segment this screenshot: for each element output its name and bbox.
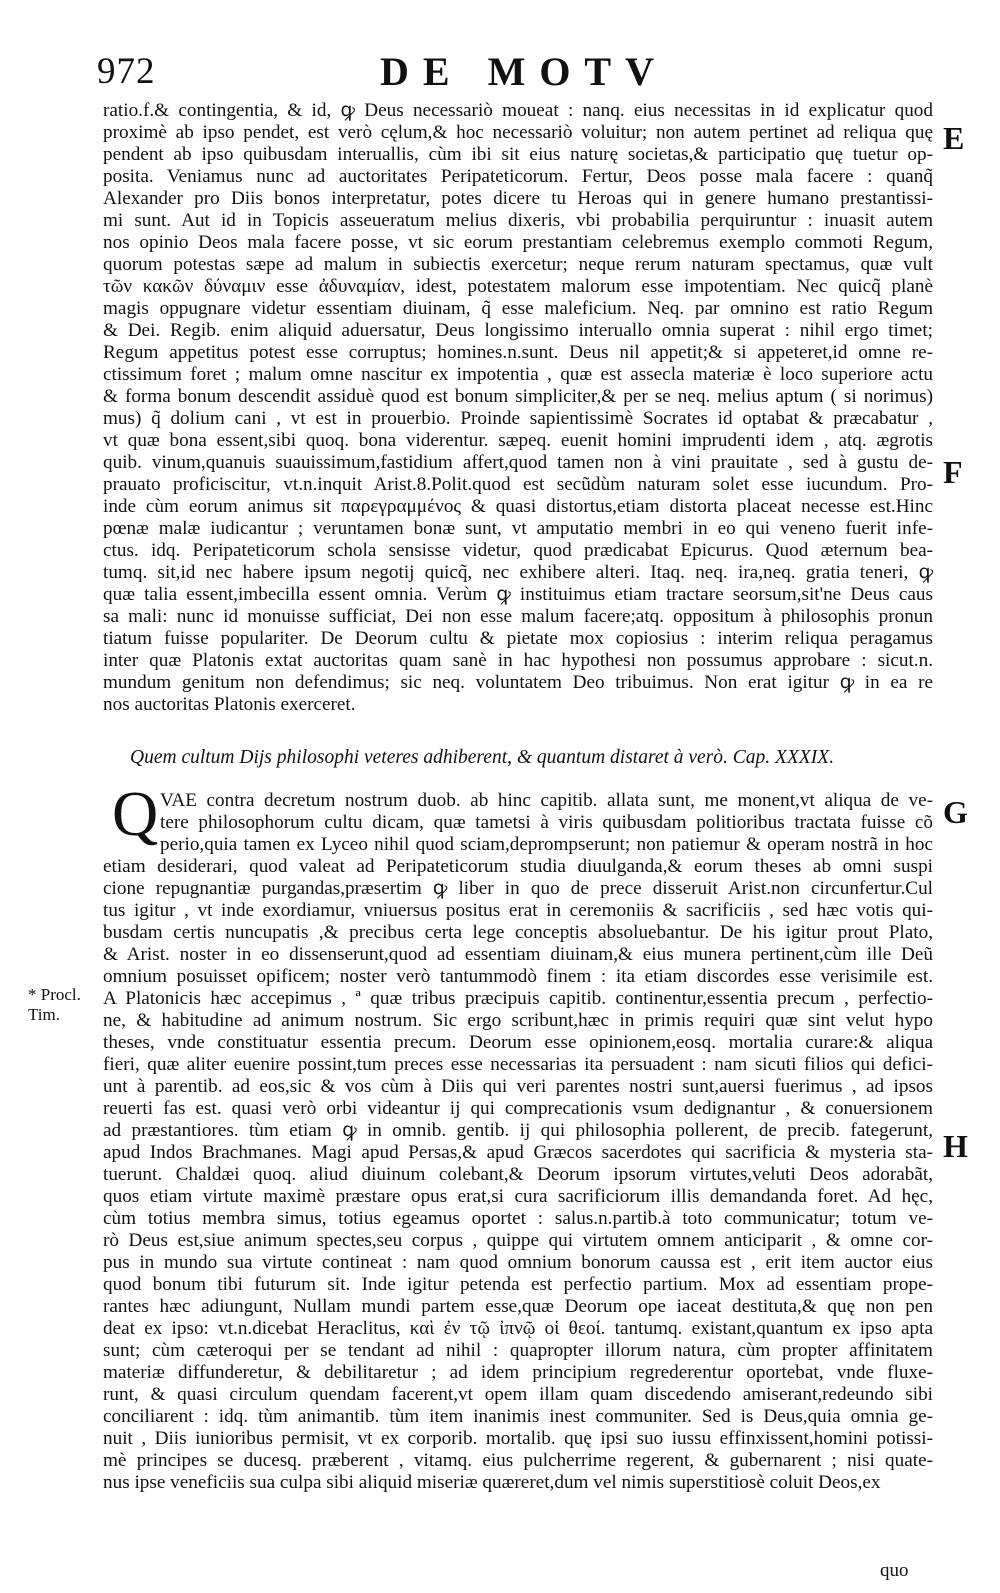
catchword: quo [880, 1560, 909, 1581]
text-line: nus ipse veneficiis sua culpa sibi aliquid miseriæ quæreret,dum vel nimis superstitiosè coluit Deos,ex [103, 1472, 881, 1493]
text-line: ctissimum foret ; malum omne nascitur ex impotentia , quæ est assecla materiæ è loco superiore actu [103, 364, 933, 385]
text-line: rantes hæc adiungunt, Nullam mundi partem esse,quæ Deorum ope iaceat destituta,& quę non pen [103, 1296, 933, 1317]
text-line: ad præstantiores. tùm etiam ꝙ in omnib. gentib. ij qui philosophia pollerent, de precib. fategerunt, [103, 1120, 933, 1141]
text-line: apud Indos Brachmanes. Magi apud Persas,& apud Græcos sacerdotes qui sacrificia & mysteria sta- [103, 1142, 933, 1163]
text-line: VAE contra decretum nostrum duob. ab hinc capitib. allata sunt, me monent,vt aliqua de ve- [160, 790, 933, 811]
text-line: conciliarent : idq. tùm animantib. tùm item inanimis inest communiter. Sed is Deus,quia omnia ge- [103, 1406, 933, 1427]
text-line: quod bonum tibi futurum sit. Inde igitur petenda est perfectio partium. Mox ad essentiam prope- [103, 1274, 933, 1295]
text-line: tumq. sit,id nec habere ipsum negotij quicq̃, nec exhibere alteri. Itaq. neq. ira,neq. gratia teneri, ꝙ [103, 562, 933, 583]
text-line: quæ talia essent,imbecilla essent omnia. Verùm ꝙ instituimus etiam tractare seorsum,sit'ne Deus caus [103, 584, 933, 605]
text-line: ctus. idq. Peripateticorum schola sensisse videtur, quod prædicabat Epicurus. Quod æternum bea- [103, 540, 933, 561]
text-line: reuerti fas est. quasi verò orbi videantur ij qui comprecationis vsum dedignantur , & conuersionem [103, 1098, 933, 1119]
text-line: inter quæ Platonis extat auctoritas quam sanè in hac hypothesi non possumus approbare : sicut.n. [103, 650, 933, 671]
text-line: materiæ diffunderetur, & debilitaretur ; ad idem principium regrederentur oportebat, vnde fluxe- [103, 1362, 933, 1383]
text-line: pus in mundo sua virtute contineat : nam quod omnium bonorum caussa est , erit item auctor eius [103, 1252, 933, 1273]
text-line: tus igitur , vt inde exordiamur, vniuersus positus erat in ceremoniis & sacrificiis , sed hæc votis qui- [103, 900, 933, 921]
text-line: pendent ab ipso quibusdam interuallis, cùm ibi sit eius naturę societas,& participatio quę tuetur op- [103, 144, 933, 165]
running-head: DE MOTV [380, 49, 668, 94]
text-line: pœnæ malæ iudicantur ; veruntamen bonæ sunt, vt amputatio membri in eo qui veneno fuerit infe- [103, 518, 933, 539]
text-line: & forma bonum descendit assiduè quod est bonum simpliciter,& per se neq. melius aptum ( si norimus) [103, 386, 933, 407]
text-line: nuit , Diis iunioribus permisit, vt ex corporib. mortalib. quę ipsi suo iussu effinxissent,homini potissi- [103, 1428, 933, 1449]
text-line: cione repugnantiæ purgandas,præsertim ꝙ liber in quo de prece disseruit Arist.non circunfertur.Cul [103, 878, 933, 899]
text-line: runt, & quasi circulum quendam facerent,vt opem illam quam discedendo amiserant,redeundo sibi [103, 1384, 933, 1405]
text-line: ne, & habitudine ad animum nostrum. Sic ergo scribunt,hæc in primis requiri quæ sint velut hypo [103, 1010, 933, 1031]
text-line: posita. Veniamus nunc ad auctoritates Peripateticorum. Fertur, Deos posse mala facere : quanq̃ [103, 166, 933, 187]
text-block-1 [103, 100, 933, 716]
text-line: quos etiam virtute maximè præstare opus erat,si cura sacrificiorum illis demandanda foret. Ad hęc, [103, 1186, 933, 1207]
text-line: omnium posuisset opificem; noster verò tantummodò finem : ita etiam discordes esse verisimile est. [103, 966, 933, 987]
text-line: quib. vinum,quanuis suauissimum,fastidium affert,quod tamen non à vini prauitate , sed à gustu de- [103, 452, 933, 473]
text-line: sa mali: nunc id monuisse sufficiat, Dei non esse malum facere;atq. oppositum à philosophis pronun [103, 606, 933, 627]
margin-letter-g: G [943, 794, 968, 830]
text-line: inde cùm eorum animus sit παρεγραμμένος & quasi distortus,etiam distorta placeat necesse est.Hinc [103, 496, 933, 517]
text-line: magis oppugnare videtur essentiam diuinam, q̃ esse maleficium. Neq. par omnino est ratio Regum [103, 298, 933, 319]
text-line: A Platonicis hæc accepimus , ª quæ tribus præcipuis capitib. continentur,essentia precum , perfectio- [103, 988, 933, 1009]
text-line: Regum appetitus potest esse corruptus; homines.n.sunt. Deus nil appetit;& si appeteret,id omne re- [103, 342, 933, 363]
text-line: & Dei. Regib. enim aliquid aduersatur, Deus longissimo interuallo omnia superat : nihil ergo timet; [103, 320, 933, 341]
margin-note: * Procl. Tim. [28, 985, 81, 1024]
text-line: unt à parentib. ad eos,sic & vos cùm à Diis qui veri parentes nostri sunt,auersi fuerimus , ad ipsos [103, 1076, 933, 1097]
text-line: prauato proficiscitur, vt.n.inquit Arist.8.Polit.quod est secũdùm naturam solet esse iucundum. Pro- [103, 474, 933, 495]
text-line: quorum potestas sæpe ad malum in subiectis exercetur; neque rerum naturam spectamus, quæ vult [103, 254, 933, 275]
text-line: proximè ab ipso pendet, est verò cęlum,& hoc necessariò voluitur; non autem pertinet ad reliqua quę [103, 122, 933, 143]
text-line: rò Deus est,siue animum spectes,seu corpus , quippe qui virtutem omnem anticiparit , & omne cor- [103, 1230, 933, 1251]
text-line: ratio.f.& contingentia, & id, ꝙ Deus necessariò moueat : nanq. eius necessitas in id explicatur quod [103, 100, 933, 121]
text-line: theses, vnde constituatur essentia precum. Deorum esse opinionem,eosq. mortalia curare:& aliqua [103, 1032, 933, 1053]
chapter-heading: Quem cultum Dijs philosophi veteres adhiberent, & quantum distaret à verò. Cap. XXXIX. [130, 747, 835, 768]
text-line: mus) q̃ dolium cani , vt est in prouerbio. Proinde sapientissimè Socrates id optabat & præcabatur , [103, 408, 933, 429]
text-line: mundum genitum non defendimus; sic neq. voluntatem Deo tribuimus. Non erat igitur ꝙ in ea re [103, 672, 933, 693]
text-line: deat ex ipso: vt.n.dicebat Heraclitus, καὶ ἐν τῷ ἰπνῷ οἱ θεοί. tantumq. existant,quantum ex ipso apta [103, 1318, 933, 1339]
text-line: τῶν κακῶν δύναμιν esse ἀδυναμίαν, idest, potestatem malorum esse impotentiam. Nec quicq̃ planè [103, 276, 933, 297]
text-line: & Arist. noster in eo dissenserunt,quod ad essentiam diuinam,& eius munera pertinent,cùm ille Deũ [103, 944, 933, 965]
drop-cap: Q [112, 778, 159, 849]
text-line: fieri, quæ aliter euenire possint,tum preces esse necessarias ita persuadent : nam sicuti filios qui defici- [103, 1054, 933, 1075]
text-line: tuerunt. Chaldæi quoq. aliud diuinum colebant,& Deorum ipsorum virtutes,veluti Deos adorabãt, [103, 1164, 933, 1185]
text-line: nos auctoritas Platonis exerceret. [103, 694, 356, 715]
text-line: mi sunt. Aut id in Topicis asseueratum melius dixeris, vbi probabilia perquiruntur : inuasit autem [103, 210, 933, 231]
text-line: tiatum fuisse populariter. De Deorum cultu & pietate mox copiosius : interim reliqua peragamus [103, 628, 933, 649]
page-number: 972 [97, 51, 156, 92]
margin-letter-f: F [943, 454, 963, 490]
text-line: cùm totius membra simus, totius egeamus oportet : salus.n.partib.à toto communicatur; totum ve- [103, 1208, 933, 1229]
text-line: perio,quia tamen ex Lyceo nihil quod sciam,deprompserunt; non patiemur & operam nostrã in hoc [160, 834, 933, 855]
text-line: vt quæ bona essent,sibi quoq. bona viderentur. sæpeq. euenit homini imprudenti idem , atq. ægrotis [103, 430, 933, 451]
text-line: mè principes se ducesq. præberent , vitamq. eius pulcherrime regerent, & gubernarent ; nisi quate- [103, 1450, 933, 1471]
text-line: nos opinio Deos mala facere posse, vt sic eorum prestantiam celebremus exemplo commoti Regum, [103, 232, 933, 253]
margin-letter-e: E [943, 120, 965, 156]
text-line: busdam certis nuncupatis ,& precibus certa lege conceptis absoluebantur. De his igitur prout Plato, [103, 922, 933, 943]
text-block-2 [103, 790, 933, 1494]
text-line: sunt; cùm cæteroqui per se tendant ad nihil : quapropter illorum natura, cùm propter affinitatem [103, 1340, 933, 1361]
text-line: tere philosophorum cultu dicam, quæ tametsi à viris quibusdam politioribus tractata fuisse cõ [160, 812, 933, 833]
text-line: etiam desiderari, quod valeat ad Peripateticorum studia diuulganda,& eorum theses ab omni suspi [103, 856, 933, 877]
margin-letter-h: H [943, 1128, 968, 1164]
text-line: Alexander pro Diis bonos interpretatur, potes dicere tu Heroas qui in genere humano prestantissi- [103, 188, 933, 209]
